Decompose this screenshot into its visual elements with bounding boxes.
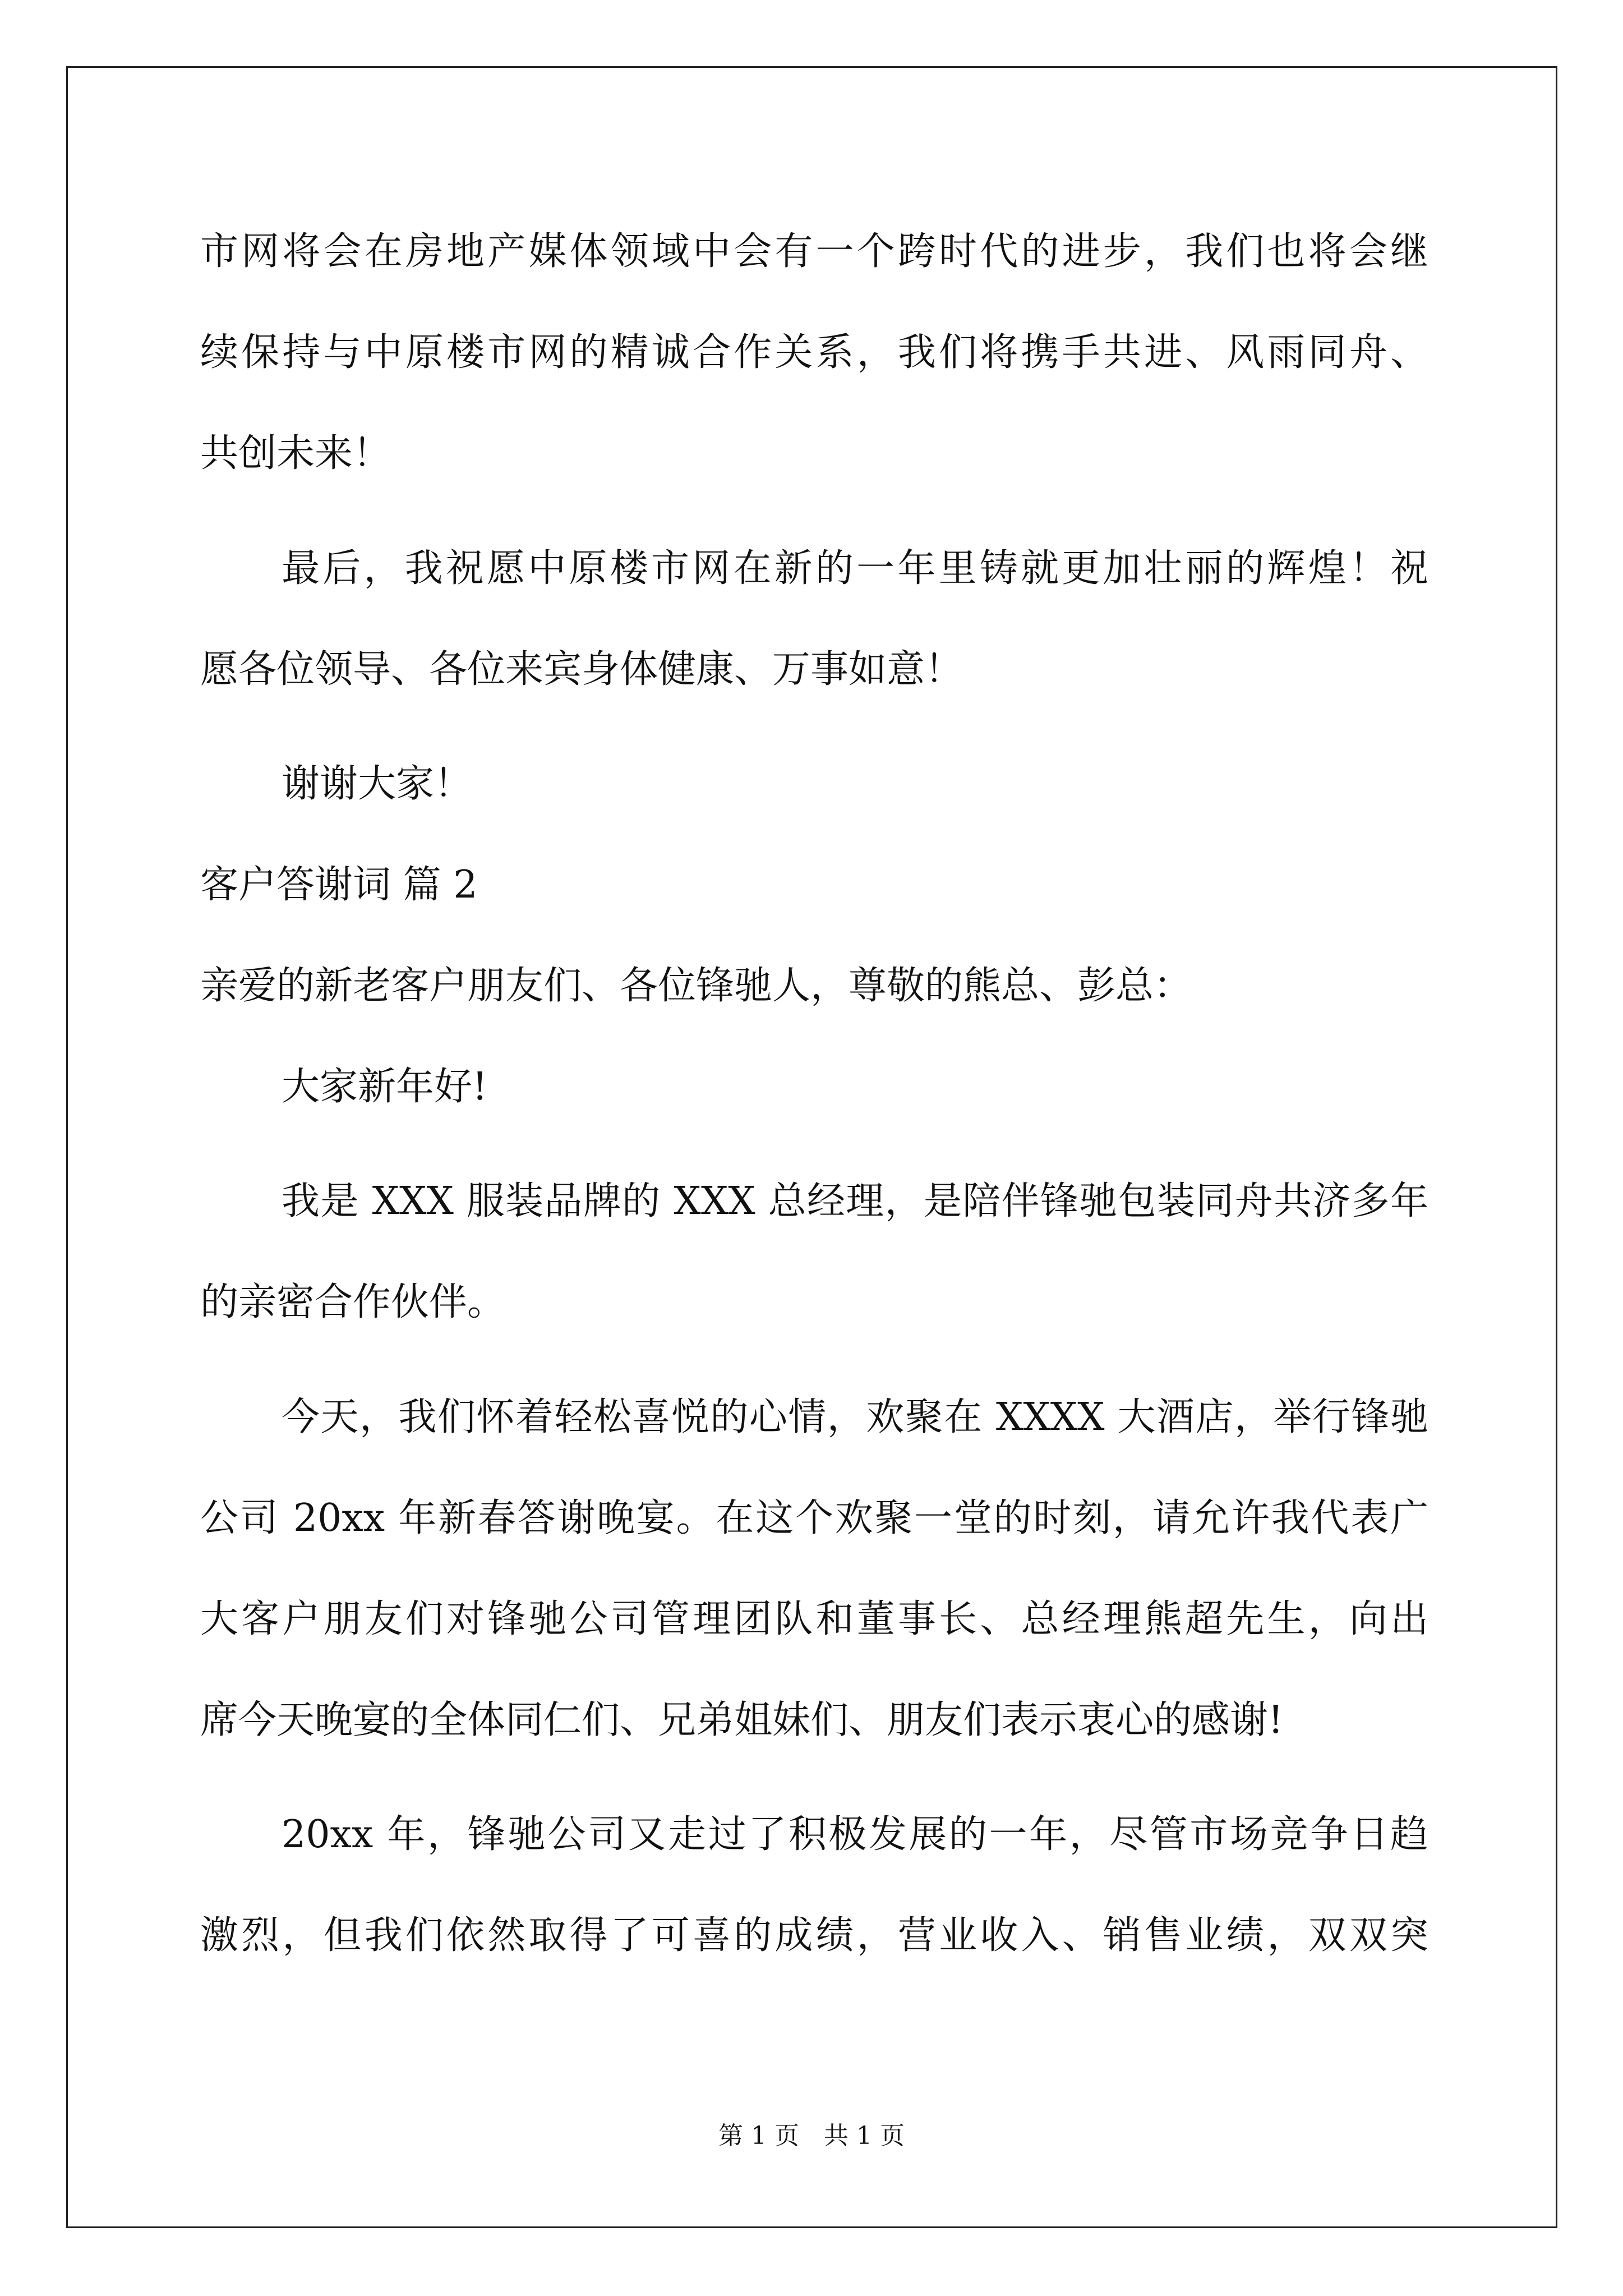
body-line: 今天，我们怀着轻松喜悦的心情，欢聚在 XXXX 大酒店，举行锋驰 [282, 1395, 1428, 1439]
body-line: 我是 XXX 服装品牌的 XXX 总经理，是陪伴锋驰包装同舟共济多年 [282, 1179, 1428, 1223]
body-line: 谢谢大家！ [282, 762, 473, 806]
salutation-line: 亲爱的新老客户朋友们、各位锋驰人，尊敬的熊总、彭总： [200, 964, 1192, 1008]
body-line: 市网将会在房地产媒体领域中会有一个跨时代的进步，我们也将会继 [200, 229, 1428, 274]
body-line: 共创未来！ [200, 431, 391, 476]
page-footer: 第 1 页 共 1 页 [718, 2122, 905, 2150]
body-line: 公司 20xx 年新春答谢晚宴。在这个欢聚一堂的时刻，请允许我代表广 [200, 1496, 1428, 1540]
body-line: 愿各位领导、各位来宾身体健康、万事如意！ [200, 647, 963, 692]
page-border [66, 66, 1557, 2228]
body-line: 续保持与中原楼市网的精诚合作关系，我们将携手共进、风雨同舟、 [200, 330, 1428, 375]
section-heading: 客户答谢词 篇 2 [200, 863, 478, 907]
body-line: 大客户朋友们对锋驰公司管理团队和董事长、总经理熊超先生，向出 [200, 1597, 1428, 1641]
body-line: 的亲密合作伙伴。 [200, 1280, 506, 1324]
greeting-line: 大家新年好! [282, 1065, 488, 1109]
body-line: 激烈，但我们依然取得了可喜的成绩，营业收入、销售业绩，双双突 [200, 1913, 1428, 1958]
body-line: 最后，我祝愿中原楼市网在新的一年里铸就更加壮丽的辉煌！祝 [282, 546, 1428, 591]
body-line: 席今天晚宴的全体同仁们、兄弟姐妹们、朋友们表示衷心的感谢! [200, 1698, 1284, 1742]
body-line: 20xx 年，锋驰公司又走过了积极发展的一年，尽管市场竞争日趋 [282, 1812, 1428, 1857]
